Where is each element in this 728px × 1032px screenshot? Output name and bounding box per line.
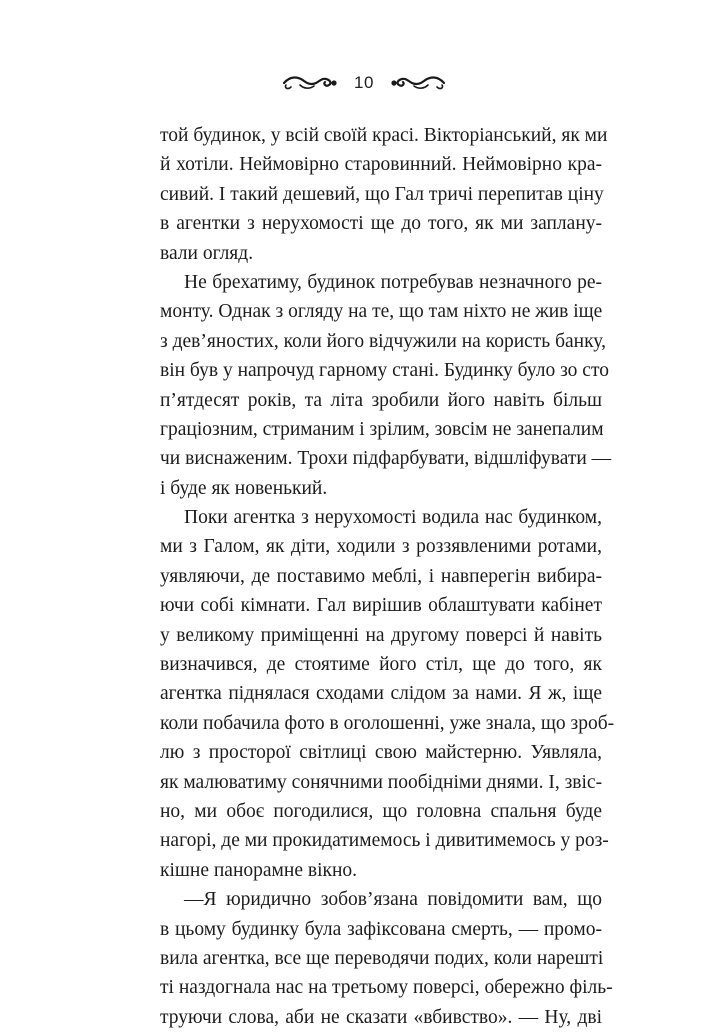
body-text	[160, 121, 615, 1032]
ornament-icon	[282, 73, 340, 93]
text-line: як малюватиму сонячними пообідніми днями. І, звіс-	[160, 771, 603, 793]
text-line: ючи собі кімнати. Гал вирішив облаштувати кабінет	[160, 595, 602, 617]
text-line: монту. Однак з огляду на те, що там ніхто не жив іще	[160, 301, 603, 323]
text-line: коли побачила фото в оголошенні, уже знала, що зроб-	[160, 712, 615, 734]
text-line: но, ми обоє погодилися, що головна спальня буде	[160, 800, 602, 822]
text-line: Поки агентка з нерухомості водила нас будинком,	[184, 507, 602, 529]
text-line: він був у напрочуд гарному стані. Будинку було зо сто	[160, 360, 609, 382]
page-header	[0, 66, 728, 100]
text-line: вила агентка, все ще переводячи подих, коли нарешті	[160, 947, 604, 969]
page-number: 10	[354, 73, 374, 92]
text-line: Не брехатиму, будинок потребував незначного ре-	[184, 271, 602, 293]
text-line: —Я юридично зобов’язана повідомити вам, що	[184, 889, 602, 911]
text-line: вали огляд.	[160, 242, 254, 264]
text-line: лю з просторої світлиці свою майстерню. Уявляла,	[160, 742, 602, 764]
text-line: ті наздогнала нас на третьому поверсі, обережно філь-	[160, 977, 613, 999]
paragraph	[160, 503, 615, 885]
paragraph	[160, 268, 612, 503]
text-line: уявляючи, де поставимо меблі, і навперегін вибира-	[160, 565, 602, 587]
text-line: ми з Галом, як діти, ходили з роззявленими ротами,	[160, 536, 602, 558]
text-line: у великому приміщенні на другому поверсі й навіть	[160, 624, 602, 646]
text-line: граціозним, стриманим і зрілим, зовсім не занепалим	[160, 418, 604, 440]
paragraph	[160, 121, 608, 268]
text-line: той будинок, у всій своїй красі. Вікторіанський, як ми	[160, 125, 608, 146]
text-line: в цьому будинку була зафіксована смерть, — промо-	[160, 918, 602, 940]
text-line: з дев’яностих, коли його відчужили на користь банку,	[160, 330, 606, 352]
ornament-icon	[388, 73, 446, 93]
text-line: сивий. І такий дешевий, що Гал тричі перепитав ціну	[160, 183, 604, 205]
text-line: в агентки з нерухомості ще до того, як ми заплану-	[160, 213, 602, 235]
text-line: і буде як новенький.	[160, 477, 328, 499]
text-line: п’ятдесят років, та літа зробили його навіть більш	[160, 389, 602, 411]
text-line: нагорі, де ми прокидатимемось і дивитимемось у роз-	[160, 830, 609, 852]
text-line: й хотіли. Неймовірно старовинний. Неймовірно кра-	[160, 154, 602, 176]
text-line: чи виснаженим. Трохи підфарбувати, відшліфувати —	[160, 448, 612, 470]
text-line: кішне панорамне вікно.	[160, 859, 358, 881]
text-line: визначився, де стоятиме його стіл, ще до того, як	[160, 654, 602, 676]
paragraph	[160, 885, 613, 1032]
text-line: труючи слова, аби не сказати «вбивство». — Ну, дві	[160, 1006, 602, 1028]
text-line: агентка піднялася сходами слідом за нами. Я ж, іще	[160, 683, 602, 705]
